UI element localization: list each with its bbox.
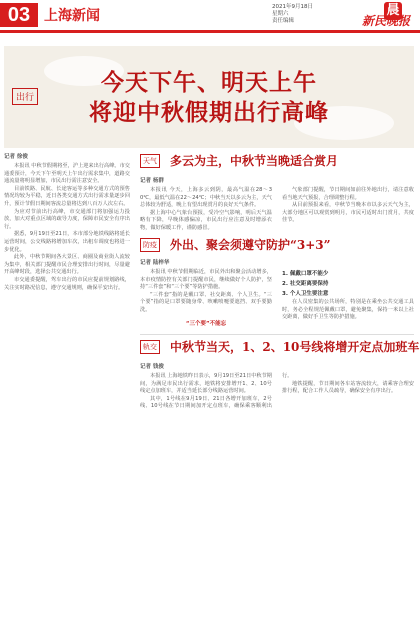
section-tag: 防疫 [140, 238, 160, 252]
section-title: 上海新闻 [44, 8, 100, 24]
section-divider [140, 334, 414, 335]
main-headline-line1: 今天下午、明天上午 [101, 69, 317, 96]
date-info [272, 4, 313, 25]
byline: 记者 陆梓华 [140, 260, 170, 266]
headline-banner [4, 46, 414, 148]
prevention-section-header [140, 236, 414, 254]
paragraph: 此外，中秋节期间各大景区、商圈及商业街人流较为集中，相关部门提醒市民合理安排出行时间，尽量避开高峰时段，选择公共交通出行。 [4, 254, 130, 276]
weekday-line: 星期六 [272, 11, 289, 17]
byline: 记者 钱俊 [140, 364, 164, 370]
section-tag: 轨交 [140, 340, 160, 354]
transit-article [140, 362, 414, 636]
prevention-article [140, 258, 414, 330]
banner-tag: 出行 [12, 88, 38, 105]
paragraph: 本报讯 中秋节假期将至，沪上迎来出行高峰。市交通委预计，今天下午至明天上午出行需求集中，道路交通流量将明显增加，市民出行需注意安全。 [4, 163, 130, 185]
paragraph: 目前铁路、民航、长途客运等多种交通方式的预售情况均较为平稳，近日各类交通方式出行需求量逐步回升，预计节假日期间客流总量将达到八百万人次左右。 [4, 185, 130, 207]
list-item: 1. 佩戴口罩不能少 [282, 271, 329, 277]
transit-section-header [140, 338, 420, 356]
list-item: 2. 社交距离要保持 [282, 281, 329, 287]
paragraph: 其中，1号线在9月19日、21日各增开加班车，2号线、10号线在节日期间加开定点班车，确保乘客顺利出行。 [140, 373, 293, 410]
paragraph: 地铁提醒，节日期间各车站客流较大，请乘客合理安排行程，配合工作人员疏导，确保安全有序出行。 [282, 380, 414, 395]
page-number: 03 [0, 3, 38, 27]
weather-title: 多云为主，中秋节当晚适合赏月 [170, 154, 339, 168]
paragraph: 本报讯 上海地铁昨日表示，9月19日至21日中秋节期间，为满足市民出行需求，地铁将安排增开1、2、10号线定点加班车，并适当延长部分线路运营时间。 [140, 373, 272, 395]
transit-title: 中秋节当天，1、2、10号线将增开定点加班车 [170, 340, 420, 354]
brand-name: 新民晚报 [362, 14, 411, 28]
page-header [0, 0, 420, 34]
paragraph: 在人员密集的公共场所，特别是在乘坐公共交通工具时，务必全程规范佩戴口罩，避免聚集，保持一米以上社交距离，做好手卫生等防护措施。 [282, 299, 414, 321]
paragraph: “三件套”指的是戴口罩、社交距离、个人卫生。“三个要”指的是口罩要随身带、咳嗽喷嚏要遮挡、双手要勤洗。 [140, 291, 272, 313]
prevention-title: 外出、聚会须遵守防护“3+3” [170, 238, 331, 252]
paragraph: 本报讯 中秋节假期临近，市民外出和聚会活动增多，本市疫情防控有关部门提醒市民，继续做好个人防护，坚持“三件套”和“三个要”等防护措施。 [140, 269, 272, 291]
paragraph: 从目前预报来看，中秋节当晚本市以多云天气为主，大部分地区可以观赏到明月，市民可适时出门赏月，共度佳节。 [282, 202, 414, 224]
header-divider [0, 30, 420, 33]
section-tag: 天气 [140, 154, 160, 168]
paragraph: 为应对节前出行高峰，市交通部门将加强运力投放，加大对重点区域的疏导力度，保障市民安全有序出行。 [4, 208, 130, 230]
brand-logo-icon: 晨 [384, 2, 402, 20]
weather-section-header [140, 152, 414, 170]
subhead: “三个要”不能忘 [185, 320, 227, 327]
weather-article [140, 176, 414, 232]
editor-line: 责任编辑 [272, 18, 295, 24]
weather-body [140, 187, 414, 232]
prevention-body [140, 269, 414, 327]
lead-article [4, 152, 130, 636]
transit-body [140, 373, 414, 411]
paragraph: 据上海中心气象台预报，受冷空气影响，明后天气温略有下降，早晚体感偏凉，市民出行应注意及时增添衣物，做好保暖工作，谨防感冒。 [140, 209, 272, 231]
date-line: 2021年9月18日 [272, 4, 313, 10]
byline: 记者 杨群 [140, 178, 164, 184]
paragraph: 据悉，9月19日至21日，本市部分地铁线路将延长运营时间，公交线路将增加车次，出租车调度也将进一步优化。 [4, 231, 130, 253]
byline: 记者 徐俊 [4, 154, 28, 160]
paragraph: 本报讯 今天，上海多云到阴，最高气温在28～30℃，最低气温在22～24℃；中秋当天以多云为主，天气总体较为舒适，晚上有望出现赏月的良好天气条件。 [140, 187, 272, 209]
paragraph: 市交通委提醒，驾车出行的市民应提前规划路线，关注实时路况信息，遵守交通规则，确保平安出行。 [4, 276, 130, 291]
brand-logo [362, 2, 418, 28]
main-headline-line2: 将迎中秋假期出行高峰 [89, 99, 329, 126]
list-item: 3. 个人卫生要注意 [282, 291, 329, 297]
paragraph: 气象部门提醒，节日期间如前往外地出行，请注意收看当地天气预报，合理调整行程。 [282, 187, 414, 201]
